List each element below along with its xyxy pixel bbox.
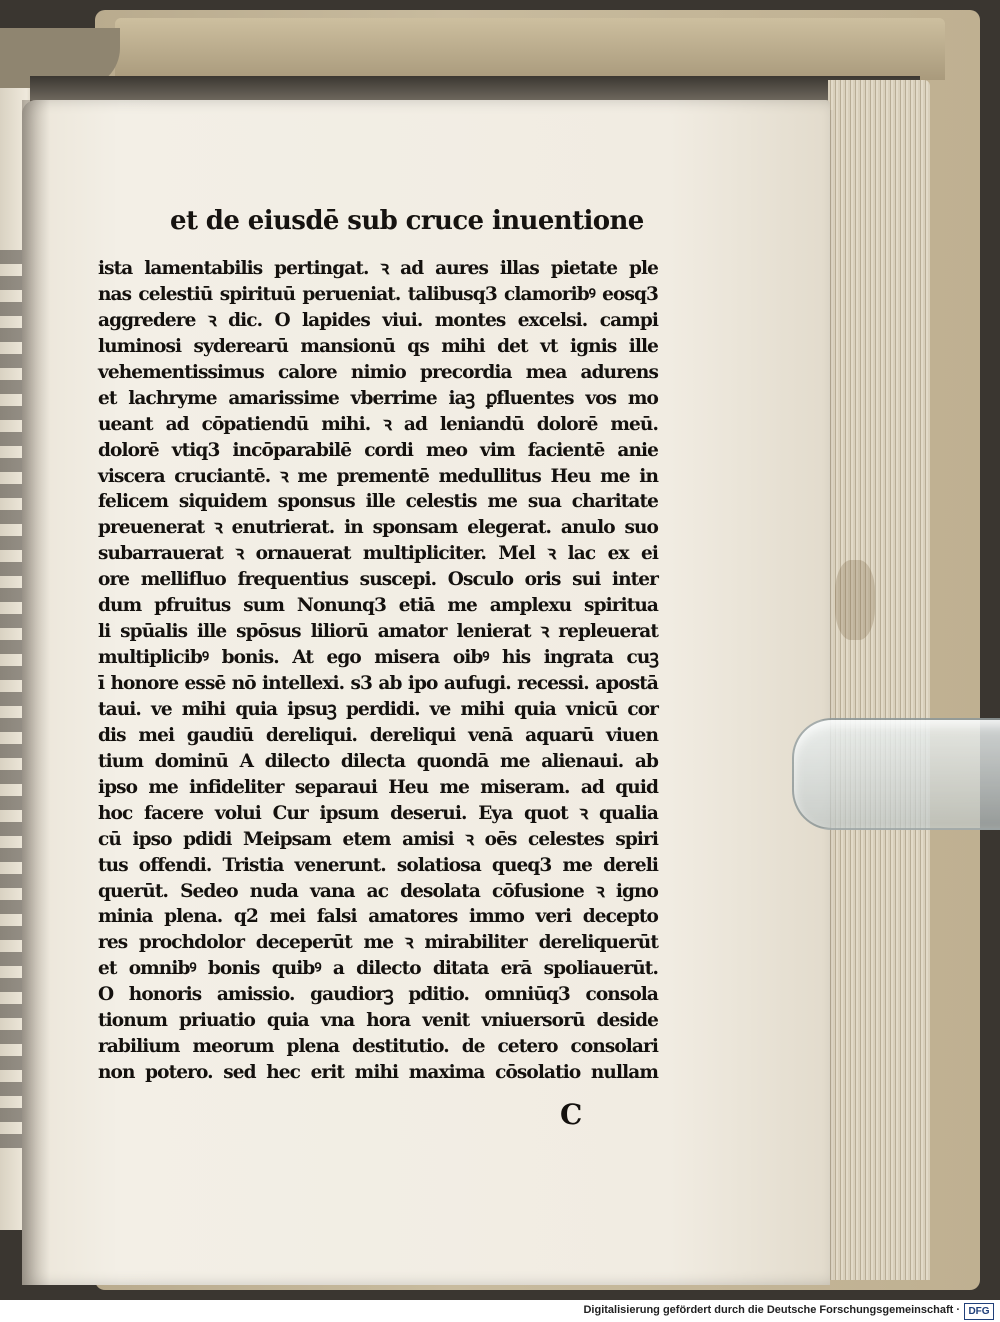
text-line: querūt. Sedeo nuda vana ac desolata cōfusione ꝛ igno [98, 880, 658, 902]
catchword: C [560, 1098, 583, 1131]
text-line: et lachryme amarissime vberrime iaꝫ ꝑfluentes vos mo [98, 387, 658, 409]
text-line: dolorē vtiq3 incōparabilē cordi meo vim facientē anie [98, 439, 658, 461]
stain [835, 560, 875, 640]
text-line: ipso me infideliter separaui Heu me miseram. ad quid [98, 776, 658, 798]
text-line: O honoris amissio. gaudiorꝫ pditio. omniūq3 consola [98, 984, 658, 1006]
text-line: tium dominū A dilecto dilecta quondā me alienaui. ab [98, 750, 658, 772]
text-line: li spūalis ille spōsus liliorū amator lenierat ꝛ repleuerat [98, 621, 658, 643]
text-line: vehementissimus calore nimio precordia mea adurens [98, 361, 658, 383]
text-line: preuenerat ꝛ enutrierat. in sponsam elegerat. anulo suo [98, 517, 658, 539]
text-line: ī honore essē nō intellexi. s3 ab ipo aufugi. recessi. apostā [98, 673, 658, 694]
text-line: minia plena. q2 mei falsi amatores immo veri decepto [98, 906, 658, 928]
dfg-logo-icon: DFG [964, 1303, 994, 1320]
text-line: et omnibꝰ bonis quibꝰ a dilecto ditata erā spoliauerūt. [98, 958, 658, 980]
text-line: tionum priuatio quia vna hora venit vniuersorū deside [98, 1010, 658, 1032]
text-line: res prochdolor deceperūt me ꝛ mirabiliter dereliquerūt [98, 932, 658, 954]
text-line: felicem siquidem sponsus ille celestis me sua charitate [98, 491, 658, 513]
text-line: luminosi syderearū mansionū qs mihi det vt ignis ille [98, 335, 658, 357]
cover-top-edge [115, 18, 945, 80]
text-line: multiplicibꝰ bonis. At ego misera oibꝰ his ingrata cuꝫ [98, 647, 658, 669]
gutter-shadow [22, 100, 50, 1285]
glass-page-weight [792, 718, 1000, 830]
text-line: dum pfruitus sum Nonunq3 etiā me amplexu spiritua [98, 595, 658, 617]
text-line: aggredere ꝛ dic. O lapides viui. montes excelsi. campi [98, 309, 658, 331]
text-line: hoc facere volui Cur ipsum deserui. Eya quot ꝛ qualia [98, 802, 658, 824]
text-block [98, 256, 658, 1086]
text-line: ista lamentabilis pertingat. ꝛ ad aures illas pietate ple [98, 258, 658, 279]
text-line: viscera cruciantē. ꝛ me prementē medullitus Heu me in [98, 465, 658, 487]
text-line: nas celestiū spirituū perueniat. talibusq3 clamoribꝰ eosq3 [98, 283, 658, 305]
footer-bar [0, 1300, 1000, 1322]
text-line: taui. ve mihi quia ipsuꝫ perdidi. ve mihi quia vnicū cor [98, 698, 658, 720]
running-head: et de eiusdē sub cruce inuentione [170, 206, 644, 236]
text-line: non potero. sed hec erit mihi maxima cōsolatio nullam [98, 1062, 658, 1084]
text-line: ore mellifluo frequentius suscepi. Osculo oris sui inter [98, 569, 658, 591]
page-block-edges [828, 80, 930, 1280]
text-line: rabilium meorum plena destitutio. de cetero consolari [98, 1036, 658, 1058]
text-line: cū ipso pdidi Meipsam etem amisi ꝛ oēs celestes spiri [98, 828, 658, 850]
funding-credit: Digitalisierung gefördert durch die Deutsche Forschungsgemeinschaft · [583, 1304, 960, 1316]
text-line: subarrauerat ꝛ ornauerat multipliciter. Mel ꝛ lac ex ei [98, 543, 658, 565]
text-line: ueant ad cōpatiendū mihi. ꝛ ad leniandū dolorē meū. [98, 413, 658, 435]
text-line: tus offendi. Tristia venerunt. solatiosa queq3 me dereli [98, 854, 658, 876]
text-line: dis mei gaudiū dereliqui. dereliqui venā aquarū viuen [98, 724, 658, 746]
